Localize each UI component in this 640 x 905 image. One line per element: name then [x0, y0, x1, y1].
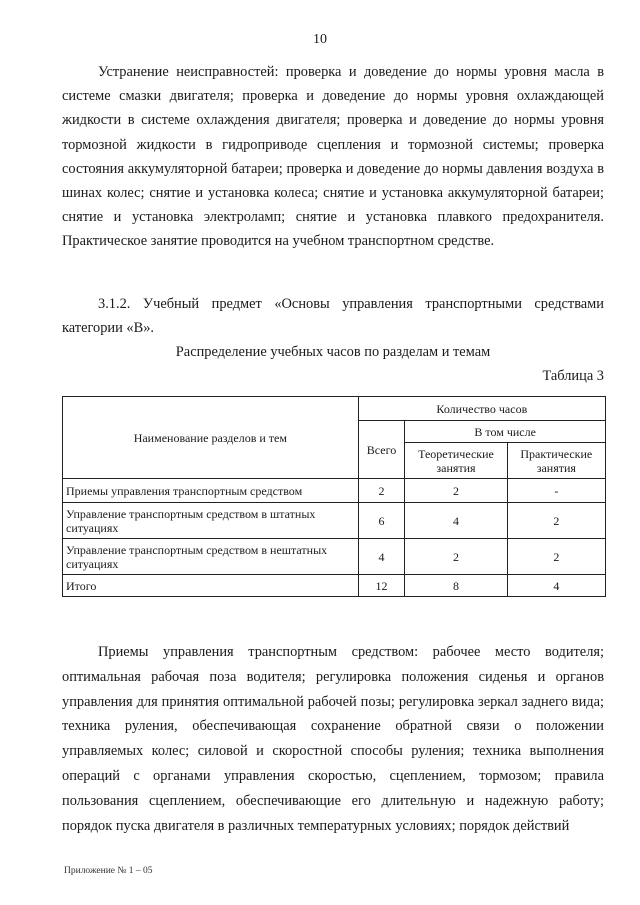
paragraph-subject-heading: 3.1.2. Учебный предмет «Основы управления транспортными средствами категории «В».: [62, 296, 604, 337]
row-practice: 2: [507, 539, 605, 575]
row-name: Управление транспортным средством в нештатных ситуациях: [63, 539, 359, 575]
row-practice: -: [507, 479, 605, 503]
table-header-row: [63, 397, 606, 421]
paragraph-driving-techniques: Приемы управления транспортным средством: рабочее место водителя; оптимальная рабочая поза водителя; регулировка положения сиденья и органов управления для принятия оптимальной рабочей позы; регулировка зеркал заднего вида; техника руления, обеспечивающая сохранение обратной связи о положении управляемых колес; силовой и скоростной способы руления; техника выполнения операций с органами управления скоростью, сцеплением, тормозом; правила пользования сцеплением, обеспечивающие его длительную и надежную работу; порядок пуска двигателя в различных температурных условиях; порядок действий: [62, 644, 604, 834]
table-row: [63, 539, 606, 575]
row-practice: 2: [507, 503, 605, 539]
row-theory: 2: [405, 479, 507, 503]
row-total: 12: [358, 575, 405, 597]
header-section-name: Наименование разделов и тем: [63, 397, 359, 479]
hours-distribution-table: [62, 396, 606, 597]
header-including: В том числе: [405, 421, 606, 443]
header-theory: Теоретические занятия: [405, 443, 507, 479]
row-name: Итого: [63, 575, 359, 597]
page-number: 10: [313, 32, 327, 47]
table-row: [63, 479, 606, 503]
header-total: Всего: [358, 421, 405, 479]
page-footer: Приложение № 1 – 05: [64, 866, 153, 876]
row-theory: 2: [405, 539, 507, 575]
row-theory: 8: [405, 575, 507, 597]
row-total: 2: [358, 479, 405, 503]
table-caption: Распределение учебных часов по разделам и темам: [175, 344, 491, 360]
header-hours-count: Количество часов: [358, 397, 605, 421]
row-name: Управление транспортным средством в штатных ситуациях: [63, 503, 359, 539]
row-practice: 4: [507, 575, 605, 597]
paragraph-troubleshooting: Устранение неисправностей: проверка и доведение до нормы уровня масла в системе смазки двигателя; проверка и доведение до нормы уровня охлаждающей жидкости в системе охлаждения двигателя; проверка и доведение до нормы уровня тормозной жидкости в гидроприводе сцепления и тормозной системы; проверка состояния аккумуляторной батареи; проверка и доведение до нормы давления воздуха в шинах колес; снятие и установка колеса; снятие и установка аккумуляторной батареи; снятие и установка электроламп; снятие и установка плавкого предохранителя. Практическое занятие проводится на учебном транспортном средстве.: [62, 64, 604, 250]
row-name: Приемы управления транспортным средством: [63, 479, 359, 503]
table-label: Таблица 3: [542, 368, 604, 384]
header-practice: Практические занятия: [507, 443, 605, 479]
row-total: 4: [358, 539, 405, 575]
table-total-row: [63, 575, 606, 597]
row-theory: 4: [405, 503, 507, 539]
row-total: 6: [358, 503, 405, 539]
table-row: [63, 503, 606, 539]
